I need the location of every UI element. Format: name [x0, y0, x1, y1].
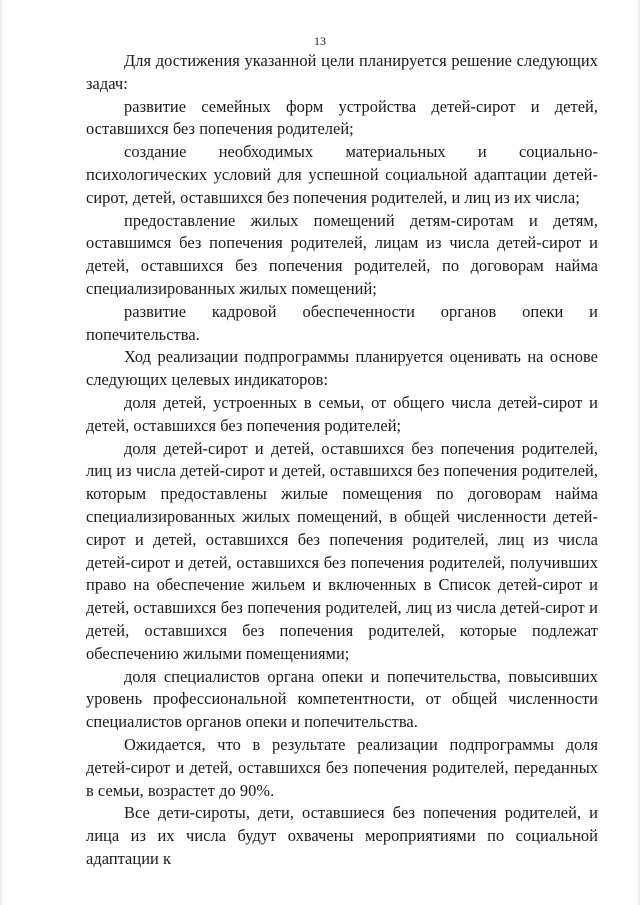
paragraph-adaptation: Все дети-сироты, дети, оставшиеся без попечения родителей, и лица из их числа будут охвачены мероприятиями по социальной адаптации к: [86, 803, 598, 868]
paragraph-task-family-forms: развитие семейных форм устройства детей-сирот и детей, оставшихся без попечения родителей;: [86, 96, 598, 139]
paragraph-intro: Для достижения указанной цели планируется решение следующих задач:: [86, 51, 598, 93]
page-number: 13: [314, 34, 326, 48]
paragraph-indicator-specialists: доля специалистов органа опеки и попечительства, повысивших уровень профессиональной компетентности, от общей численности специалистов органов опеки и попечительства.: [86, 666, 598, 732]
paragraph-task-housing: предоставление жилых помещений детям-сиротам и детям, оставшимся без попечения родителей, лицам из числа детей-сирот и детей, оставшихся без попечения родителей, по договорам найма специализированных жилых помещений;: [86, 210, 598, 298]
document-body: [86, 50, 598, 871]
paragraph-indicator-placement: доля детей, устроенных в семьи, от общего числа детей-сирот и детей, оставшихся без попечения родителей;: [86, 392, 598, 435]
scan-edge-left: [0, 0, 3, 905]
paragraph-expected-result: Ожидается, что в результате реализации подпрограммы доля детей-сирот и детей, оставшихся без попечения родителей, переданных в семьи, возрастет до 90%.: [86, 734, 598, 800]
paragraph-indicator-housing: доля детей-сирот и детей, оставшихся без попечения родителей, лиц из числа детей-сирот и детей, оставшихся без попечения родителей, которым предоставлены жилые помещения по договорам найма специализированных жилых помещений, в общей численности детей-сирот и детей, оставшихся без попечения родителей, лиц из числа детей-сирот и детей, оставшихся без попечения родителей, получивших право на обеспечение жильем и включенных в Список детей-сирот и детей, оставшихся без попечения родителей, лиц из числа детей-сирот и детей, оставшихся без попечения родителей, которые подлежат обеспечению жилыми помещениями;: [86, 438, 598, 663]
paragraph-indicators-intro: Ход реализации подпрограммы планируется оценивать на основе следующих целевых индикаторов:: [86, 347, 598, 390]
paragraph-task-conditions: создание необходимых материальных и социально-психологических условий для успешной социальной адаптации детей-сирот, детей, оставшихся без попечения родителей, и лиц из их числа;: [86, 142, 598, 207]
paragraph-task-staffing: развитие кадровой обеспеченности органов опеки и попечительства.: [86, 301, 598, 344]
